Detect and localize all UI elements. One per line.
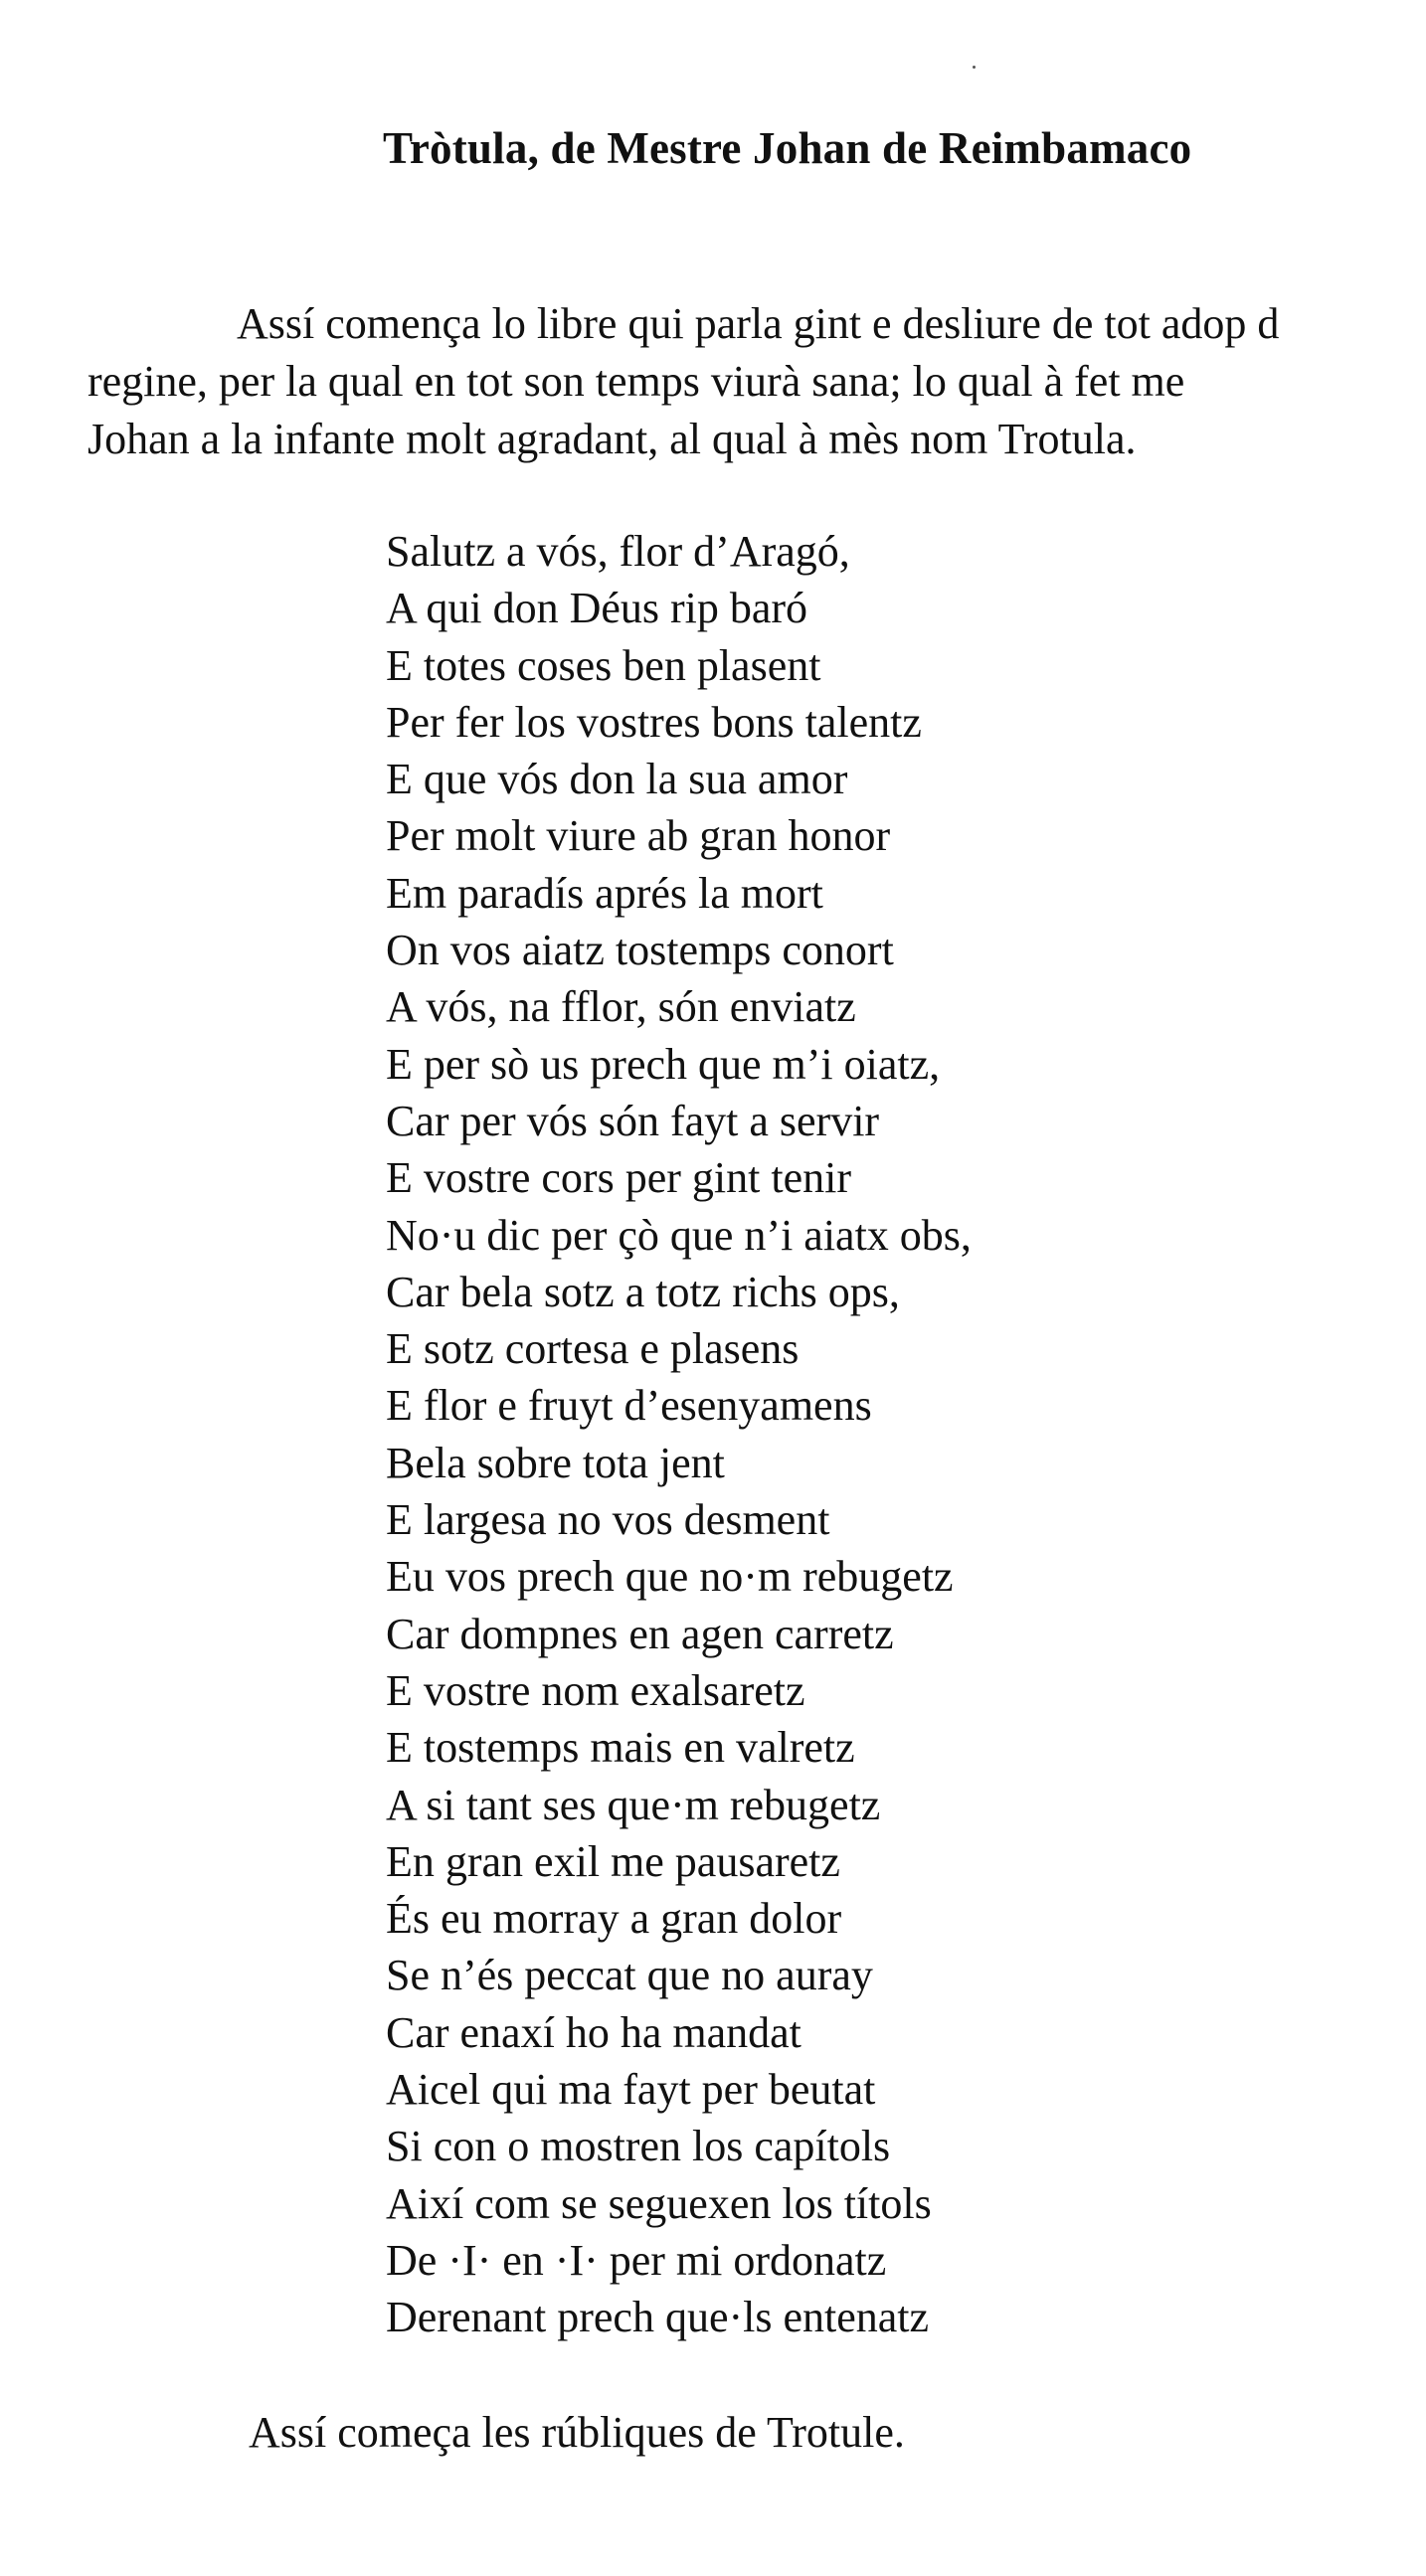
intro-line: Johan a la infante molt agradant, al qual à mès nom Trotula. [88, 415, 1137, 463]
verse-line: E largesa no vos desment [386, 1495, 830, 1545]
verse-line: Car dompnes en agen carretz [386, 1609, 894, 1658]
intro-line: regine, per la qual en tot son temps viurà sana; lo qual à fet me [88, 357, 1185, 406]
verse-list [386, 523, 972, 2346]
verse-line: E vostre nom exalsaretz [386, 1665, 805, 1715]
intro-paragraph [88, 295, 1426, 468]
verse-line: Em paradís aprés la mort [386, 868, 823, 918]
verse-line: Aicel qui ma fayt per beutat [386, 2065, 876, 2115]
verse-line: Car enaxí ho ha mandat [386, 2007, 802, 2057]
verse-line: Salutz a vós, flor d’Aragó, [386, 527, 850, 576]
verse-line: E flor e fruyt d’esenyamens [386, 1381, 872, 1431]
verse-line: En gran exil me pausaretz [386, 1836, 840, 1886]
verse-line: E totes coses ben plasent [386, 640, 821, 690]
verse-line: Si con o mostren los capítols [386, 2122, 891, 2171]
verse-line: Se n’és peccat que no auray [386, 1951, 873, 2000]
scan-speck [973, 66, 976, 69]
verse-line: Per fer los vostres bons talentz [386, 697, 922, 747]
verse-line: De ·I· en ·I· per mi ordonatz [386, 2235, 887, 2285]
verse-line: No·u dic per çò que n’i aiatx obs, [386, 1210, 972, 1260]
verse-line: E per sò us prech que m’i oiatz, [386, 1039, 941, 1089]
verse-line: Car bela sotz a totz richs ops, [386, 1267, 900, 1316]
verse-line: A si tant ses que·m rebugetz [386, 1780, 881, 1829]
verse-line: E que vós don la sua amor [386, 755, 848, 804]
verse-line: E vostre cors per gint tenir [386, 1153, 851, 1203]
verse-line: E tostemps mais en valretz [386, 1723, 855, 1773]
document-title: Tròtula, de Mestre Johan de Reimbamaco [383, 123, 1192, 173]
verse-line: Eu vos prech que no·m rebugetz [386, 1552, 954, 1602]
verse-line: On vos aiatz tostemps conort [386, 926, 894, 975]
verse-line: És eu morray a gran dolor [386, 1894, 842, 1944]
verse-line: A vós, na fflor, són enviatz [386, 982, 856, 1032]
closing-line: Assí começа les rúbliques de Trotule. [249, 2408, 905, 2457]
verse-line: Car per vós són fayt a servir [386, 1096, 880, 1145]
verse-line: E sotz cortesa e plasens [386, 1324, 800, 1374]
intro-line: Assí començа lo libre qui parla gint e desliure de tot adop d [237, 299, 1280, 348]
verse-line: A qui don Déus rip baró [386, 584, 808, 633]
verse-line: Així com se seguexen los títols [386, 2178, 932, 2228]
verse-line: Bela sobre tota jent [386, 1438, 725, 1487]
verse-line: Per molt viure ab gran honor [386, 811, 891, 861]
verse-line: Derenant prech que·ls entenatz [386, 2293, 930, 2342]
